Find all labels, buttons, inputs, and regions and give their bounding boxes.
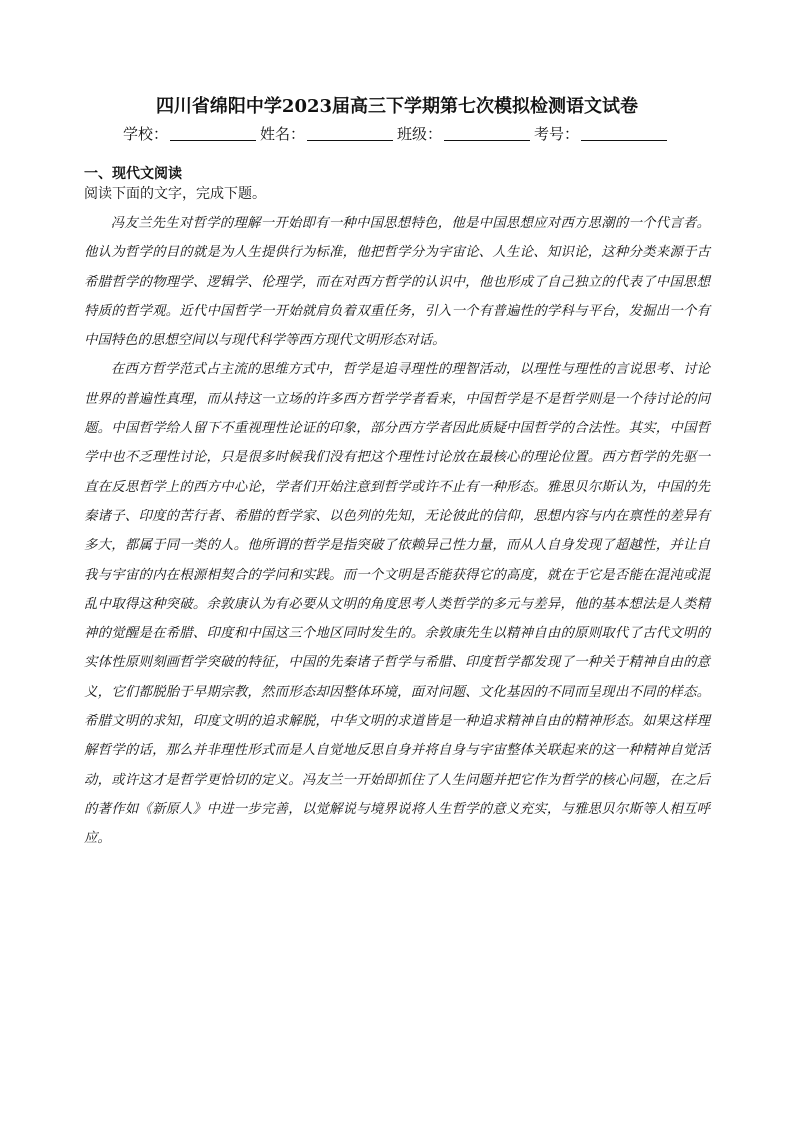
name-label: 姓名： [259,126,305,143]
class-blank[interactable] [444,124,530,141]
school-label: 学校： [122,126,168,143]
exam-title: 四川省绵阳中学2023届高三下学期第七次模拟检测语文试卷 [155,96,639,117]
passage-paragraph-2: 在西方哲学范式占主流的思维方式中，哲学是追寻理性的理智活动，以理性与理性的言说思考、讨论世界的普遍性真理，而从持这一立场的许多西方哲学学者看来，中国哲学是不是哲学则是一个待讨论的问题。中国哲学给人留下不重视理性论证的印象，部分西方学者因此质疑中国哲学的合法性。其实，中国哲学中也不乏理性讨论，只是很多时候我们没有把这个理性讨论放在最核心的理论位置。西方哲学的先驱一直在反思哲学上的西方中心论，学者们开始注意到哲学或许不止有一种形态。雅思贝尔斯认为，中国的先秦诸子、印度的苦行者、希腊的哲学家、以色列的先知，无论彼此的信仰，思想内容与内在禀性的差异有多大，都属于同一类的人。他所谓的哲学是指突破了依赖异己性力量，而从人自身发现了超越性，并让自我与宇宙的内在根源相契合的学问和实践。而一个文明是否能获得它的高度，就在于它是否能在混沌或混乱中取得这种突破。余敦康认为有必要从文明的角度思考人类哲学的多元与差异，他的基本想法是人类精神的觉醒是在希腊、印度和中国这三个地区同时发生的。余敦康先生以精神自由的原则取代了古代文明的实体性原则刻画哲学突破的特征，中国的先秦诸子哲学与希腊、印度哲学都发现了一种关于精神自由的意义，它们都脱胎于早期宗教，然而形态却因整体环境，面对问题、文化基因的不同而呈现出不同的样态。希腊文明的求知，印度文明的追求解脱，中华文明的求道皆是一种追求精神自由的精神形态。如果这样理解哲学的话，那么并非理性形式而是人自觉地反思自身并将自身与宇宙整体关联起来的这一种精神自觉活动，或许这才是哲学更恰切的定义。冯友兰一开始即抓住了人生问题并把它作为哲学的核心问题，在之后的著作如《新原人》中进一步完善，以觉解说与境界说将人生哲学的意义充实，与雅思贝尔斯等人相互呼应。 [84,362,710,847]
exam-page [84,93,710,854]
name-blank[interactable] [307,124,393,141]
student-info-line [84,123,710,147]
class-label: 班级： [397,126,443,143]
school-blank[interactable] [170,124,256,141]
section-instruction: 阅读下面的文字，完成下题。 [84,185,266,201]
passage-paragraph-1: 冯友兰先生对哲学的理解一开始即有一种中国思想特色，他是中国思想应对西方思潮的一个代言者。他认为哲学的目的就是为人生提供行为标准，他把哲学分为宇宙论、人生论、知识论，这种分类来源于古希腊哲学的物理学、逻辑学、伦理学，而在对西方哲学的认识中，他也形成了自己独立的代表了中国思想特质的哲学观。近代中国哲学一开始就肩负着双重任务，引入一个有普遍性的学科与平台，发掘出一个有中国特色的思想空间以与现代科学等西方现代文明形态对话。 [84,216,710,349]
exam-number-label: 考号： [534,126,580,143]
exam-number-blank[interactable] [581,124,667,141]
reading-passage [84,209,710,854]
section-heading: 一、现代文阅读 [84,165,182,181]
